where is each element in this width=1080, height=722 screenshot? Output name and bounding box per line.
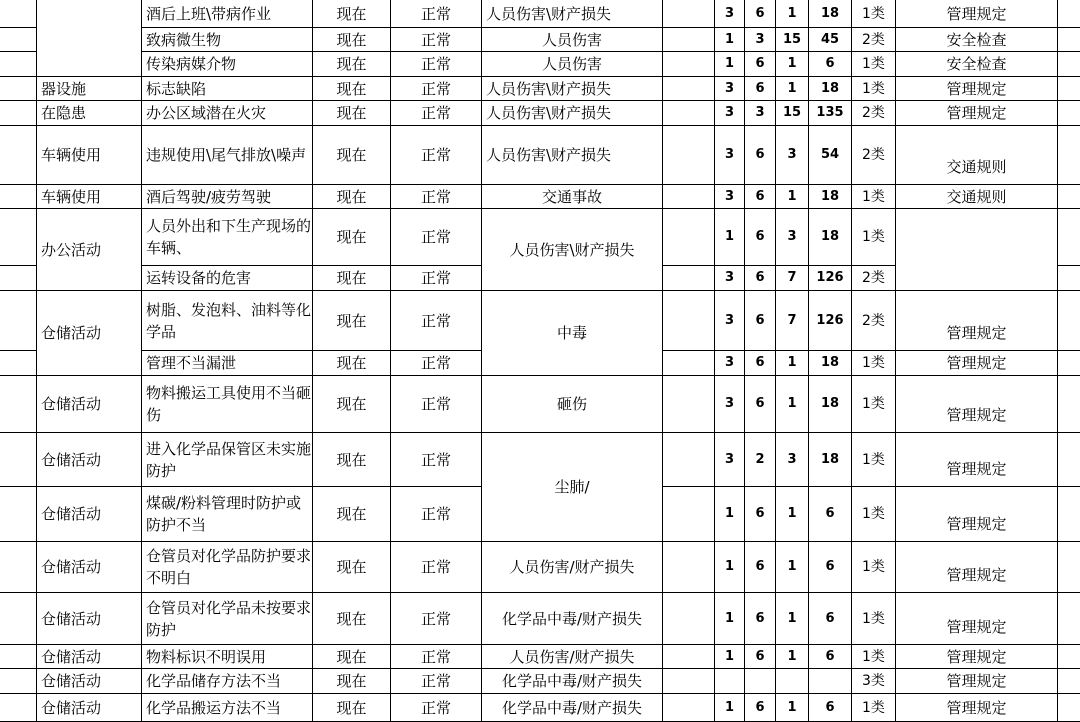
- risk-level-cell: 1类: [852, 593, 896, 645]
- hazard-item-cell: 致病微生物: [142, 28, 313, 52]
- consequence-cell: 人员伤害\财产损失: [482, 0, 663, 28]
- score-c-cell: 15: [776, 101, 809, 126]
- time-state-cell: 现在: [313, 669, 391, 694]
- category-cell: 仓储活动: [37, 645, 142, 669]
- spacer-cell: [663, 433, 715, 487]
- control-measure-cell: 管理规定: [896, 542, 1058, 593]
- score-l-cell: 1: [715, 694, 745, 722]
- risk-level-cell: 2类: [852, 101, 896, 126]
- score-l-cell: 3: [715, 291, 745, 351]
- condition-cell: 正常: [391, 185, 482, 209]
- consequence-cell: 人员伤害: [482, 52, 663, 77]
- control-measure-cell: 安全检查: [896, 28, 1058, 52]
- score-l-cell: 1: [715, 542, 745, 593]
- score-e-cell: 2: [745, 433, 776, 487]
- consequence-cell: 人员伤害/财产损失: [482, 542, 663, 593]
- hazard-item-cell: 管理不当漏泄: [142, 351, 313, 376]
- control-measure-cell: 管理规定: [896, 433, 1058, 487]
- consequence-cell: 交通事故: [482, 185, 663, 209]
- condition-cell: 正常: [391, 126, 482, 185]
- control-measure-cell: 管理规定: [896, 0, 1058, 28]
- score-c-cell: 3: [776, 433, 809, 487]
- control-measure-cell: 交通规则: [896, 126, 1058, 185]
- category-cell: 车辆使用: [37, 185, 142, 209]
- consequence-cell: 人员伤害\财产损失: [482, 101, 663, 126]
- score-c-cell: 1: [776, 185, 809, 209]
- score-d-cell: 18: [809, 351, 852, 376]
- score-l-cell: [715, 669, 745, 694]
- condition-cell: 正常: [391, 28, 482, 52]
- consequence-cell: 砸伤: [482, 376, 663, 433]
- control-measure-cell: 管理规定: [896, 694, 1058, 722]
- condition-cell: 正常: [391, 433, 482, 487]
- score-e-cell: 6: [745, 645, 776, 669]
- score-c-cell: 15: [776, 28, 809, 52]
- trailing-cell: [1058, 376, 1080, 433]
- risk-level-cell: 1类: [852, 694, 896, 722]
- score-c-cell: 1: [776, 645, 809, 669]
- row-margin-cell: [0, 376, 37, 433]
- spacer-cell: [663, 126, 715, 185]
- score-l-cell: 3: [715, 376, 745, 433]
- score-d-cell: 18: [809, 77, 852, 101]
- category-cell: 仓储活动: [37, 694, 142, 722]
- score-c-cell: 1: [776, 376, 809, 433]
- consequence-cell: 化学品中毒/财产损失: [482, 694, 663, 722]
- control-measure-cell: 管理规定: [896, 593, 1058, 645]
- risk-level-cell: 1类: [852, 376, 896, 433]
- trailing-cell: [1058, 185, 1080, 209]
- hazard-item-cell: 仓管员对化学品未按要求防护: [142, 593, 313, 645]
- score-d-cell: 18: [809, 0, 852, 28]
- control-measure-cell: 管理规定: [896, 291, 1058, 351]
- time-state-cell: 现在: [313, 77, 391, 101]
- score-e-cell: 6: [745, 77, 776, 101]
- trailing-cell: [1058, 593, 1080, 645]
- risk-level-cell: 3类: [852, 669, 896, 694]
- row-margin-cell: [0, 266, 37, 291]
- score-d-cell: 54: [809, 126, 852, 185]
- condition-cell: 正常: [391, 669, 482, 694]
- hazard-item-cell: 煤碳/粉料管理时防护或防护不当: [142, 487, 313, 542]
- time-state-cell: 现在: [313, 291, 391, 351]
- row-margin-cell: [0, 185, 37, 209]
- spacer-cell: [663, 291, 715, 351]
- row-margin-cell: [0, 209, 37, 266]
- score-e-cell: 6: [745, 0, 776, 28]
- row-margin-cell: [0, 126, 37, 185]
- row-margin-cell: [0, 694, 37, 722]
- spacer-cell: [663, 351, 715, 376]
- score-e-cell: 6: [745, 266, 776, 291]
- condition-cell: 正常: [391, 77, 482, 101]
- score-e-cell: 6: [745, 376, 776, 433]
- score-e-cell: 6: [745, 542, 776, 593]
- score-d-cell: 18: [809, 433, 852, 487]
- score-d-cell: 6: [809, 645, 852, 669]
- score-c-cell: 1: [776, 77, 809, 101]
- score-l-cell: 3: [715, 101, 745, 126]
- score-e-cell: 6: [745, 351, 776, 376]
- trailing-cell: [1058, 351, 1080, 376]
- category-cell: 仓储活动: [37, 487, 142, 542]
- risk-level-cell: 1类: [852, 351, 896, 376]
- control-measure-cell: 管理规定: [896, 376, 1058, 433]
- category-cell: 仓储活动: [37, 376, 142, 433]
- score-c-cell: 7: [776, 291, 809, 351]
- condition-cell: 正常: [391, 593, 482, 645]
- score-e-cell: 6: [745, 126, 776, 185]
- score-c-cell: 3: [776, 209, 809, 266]
- hazard-item-cell: 人员外出和下生产现场的车辆、: [142, 209, 313, 266]
- category-cell: 车辆使用: [37, 126, 142, 185]
- consequence-cell: 人员伤害/财产损失: [482, 645, 663, 669]
- score-d-cell: 6: [809, 487, 852, 542]
- score-l-cell: 3: [715, 433, 745, 487]
- score-d-cell: 18: [809, 376, 852, 433]
- score-c-cell: 3: [776, 126, 809, 185]
- score-c-cell: 1: [776, 0, 809, 28]
- score-d-cell: [809, 669, 852, 694]
- score-e-cell: 6: [745, 209, 776, 266]
- score-e-cell: 6: [745, 185, 776, 209]
- row-margin-cell: [0, 28, 37, 52]
- score-e-cell: 6: [745, 291, 776, 351]
- score-l-cell: 1: [715, 593, 745, 645]
- hazard-item-cell: 办公区域潜在火灾: [142, 101, 313, 126]
- risk-level-cell: 1类: [852, 542, 896, 593]
- spacer-cell: [663, 52, 715, 77]
- time-state-cell: 现在: [313, 126, 391, 185]
- score-l-cell: 3: [715, 0, 745, 28]
- spacer-cell: [663, 185, 715, 209]
- score-c-cell: 7: [776, 266, 809, 291]
- row-margin-cell: [0, 101, 37, 126]
- spacer-cell: [663, 645, 715, 669]
- condition-cell: 正常: [391, 101, 482, 126]
- consequence-cell: 化学品中毒/财产损失: [482, 669, 663, 694]
- row-margin-cell: [0, 77, 37, 101]
- row-margin-cell: [0, 0, 37, 28]
- score-e-cell: 6: [745, 52, 776, 77]
- consequence-cell: 人员伤害\财产损失: [482, 209, 663, 291]
- time-state-cell: 现在: [313, 376, 391, 433]
- score-l-cell: 1: [715, 209, 745, 266]
- category-cell: 仓储活动: [37, 542, 142, 593]
- risk-level-cell: 1类: [852, 487, 896, 542]
- score-c-cell: 1: [776, 542, 809, 593]
- score-e-cell: 6: [745, 694, 776, 722]
- category-cell: 在隐患: [37, 101, 142, 126]
- risk-level-cell: 1类: [852, 645, 896, 669]
- hazard-item-cell: 仓管员对化学品防护要求不明白: [142, 542, 313, 593]
- score-l-cell: 1: [715, 487, 745, 542]
- time-state-cell: 现在: [313, 0, 391, 28]
- risk-level-cell: 2类: [852, 28, 896, 52]
- risk-level-cell: 1类: [852, 52, 896, 77]
- row-margin-cell: [0, 542, 37, 593]
- hazard-item-cell: 酒后上班\带病作业: [142, 0, 313, 28]
- row-margin-cell: [0, 351, 37, 376]
- trailing-cell: [1058, 209, 1080, 266]
- spacer-cell: [663, 669, 715, 694]
- category-cell: 器设施: [37, 77, 142, 101]
- time-state-cell: 现在: [313, 28, 391, 52]
- category-cell: [37, 0, 142, 77]
- hazard-item-cell: 传染病媒介物: [142, 52, 313, 77]
- risk-level-cell: 2类: [852, 266, 896, 291]
- row-margin-cell: [0, 52, 37, 77]
- time-state-cell: 现在: [313, 593, 391, 645]
- control-measure-cell: 管理规定: [896, 645, 1058, 669]
- hazard-item-cell: 违规使用\尾气排放\噪声: [142, 126, 313, 185]
- time-state-cell: 现在: [313, 645, 391, 669]
- consequence-cell: 尘肺/: [482, 433, 663, 542]
- spacer-cell: [663, 487, 715, 542]
- control-measure-cell: 管理规定: [896, 101, 1058, 126]
- consequence-cell: 人员伤害: [482, 28, 663, 52]
- time-state-cell: 现在: [313, 52, 391, 77]
- score-l-cell: 3: [715, 351, 745, 376]
- spacer-cell: [663, 209, 715, 266]
- consequence-cell: 中毒: [482, 291, 663, 376]
- risk-level-cell: 2类: [852, 126, 896, 185]
- hazard-item-cell: 酒后驾驶/疲劳驾驶: [142, 185, 313, 209]
- category-cell: 办公活动: [37, 209, 142, 291]
- spacer-cell: [663, 77, 715, 101]
- spacer-cell: [663, 101, 715, 126]
- trailing-cell: [1058, 52, 1080, 77]
- row-margin-cell: [0, 433, 37, 487]
- risk-level-cell: 1类: [852, 433, 896, 487]
- time-state-cell: 现在: [313, 694, 391, 722]
- control-measure-cell: 管理规定: [896, 351, 1058, 376]
- score-d-cell: 135: [809, 101, 852, 126]
- hazard-item-cell: 标志缺陷: [142, 77, 313, 101]
- condition-cell: 正常: [391, 209, 482, 266]
- score-l-cell: 3: [715, 126, 745, 185]
- control-measure-cell: 安全检查: [896, 52, 1058, 77]
- consequence-cell: 人员伤害\财产损失: [482, 126, 663, 185]
- score-d-cell: 126: [809, 266, 852, 291]
- score-d-cell: 18: [809, 209, 852, 266]
- condition-cell: 正常: [391, 52, 482, 77]
- trailing-cell: [1058, 694, 1080, 722]
- trailing-cell: [1058, 645, 1080, 669]
- spacer-cell: [663, 266, 715, 291]
- score-l-cell: 1: [715, 645, 745, 669]
- control-measure-cell: 交通规则: [896, 185, 1058, 209]
- risk-level-cell: 1类: [852, 209, 896, 266]
- score-d-cell: 6: [809, 694, 852, 722]
- row-margin-cell: [0, 291, 37, 351]
- condition-cell: 正常: [391, 351, 482, 376]
- condition-cell: 正常: [391, 542, 482, 593]
- spacer-cell: [663, 694, 715, 722]
- hazard-item-cell: 化学品储存方法不当: [142, 669, 313, 694]
- trailing-cell: [1058, 487, 1080, 542]
- hazard-item-cell: 树脂、发泡料、油料等化学品: [142, 291, 313, 351]
- spacer-cell: [663, 0, 715, 28]
- trailing-cell: [1058, 28, 1080, 52]
- category-cell: 仓储活动: [37, 291, 142, 376]
- time-state-cell: 现在: [313, 185, 391, 209]
- trailing-cell: [1058, 77, 1080, 101]
- condition-cell: 正常: [391, 694, 482, 722]
- score-d-cell: 6: [809, 593, 852, 645]
- trailing-cell: [1058, 433, 1080, 487]
- score-e-cell: 6: [745, 487, 776, 542]
- row-margin-cell: [0, 593, 37, 645]
- spacer-cell: [663, 376, 715, 433]
- score-l-cell: 3: [715, 266, 745, 291]
- time-state-cell: 现在: [313, 351, 391, 376]
- time-state-cell: 现在: [313, 266, 391, 291]
- score-d-cell: 126: [809, 291, 852, 351]
- spacer-cell: [663, 28, 715, 52]
- trailing-cell: [1058, 542, 1080, 593]
- score-e-cell: 3: [745, 28, 776, 52]
- hazard-item-cell: 物料标识不明误用: [142, 645, 313, 669]
- time-state-cell: 现在: [313, 101, 391, 126]
- score-l-cell: 3: [715, 77, 745, 101]
- spacer-cell: [663, 593, 715, 645]
- trailing-cell: [1058, 126, 1080, 185]
- row-margin-cell: [0, 669, 37, 694]
- condition-cell: 正常: [391, 376, 482, 433]
- trailing-cell: [1058, 0, 1080, 28]
- control-measure-cell: [896, 209, 1058, 291]
- category-cell: 仓储活动: [37, 593, 142, 645]
- score-c-cell: 1: [776, 593, 809, 645]
- row-margin-cell: [0, 487, 37, 542]
- trailing-cell: [1058, 669, 1080, 694]
- control-measure-cell: 管理规定: [896, 487, 1058, 542]
- category-cell: 仓储活动: [37, 433, 142, 487]
- consequence-cell: 化学品中毒/财产损失: [482, 593, 663, 645]
- row-margin-cell: [0, 645, 37, 669]
- risk-level-cell: 1类: [852, 0, 896, 28]
- score-c-cell: 1: [776, 52, 809, 77]
- score-c-cell: [776, 669, 809, 694]
- trailing-cell: [1058, 266, 1080, 291]
- condition-cell: 正常: [391, 291, 482, 351]
- hazard-item-cell: 化学品搬运方法不当: [142, 694, 313, 722]
- risk-level-cell: 1类: [852, 185, 896, 209]
- score-e-cell: [745, 669, 776, 694]
- score-d-cell: 18: [809, 185, 852, 209]
- score-e-cell: 3: [745, 101, 776, 126]
- control-measure-cell: 管理规定: [896, 669, 1058, 694]
- trailing-cell: [1058, 101, 1080, 126]
- control-measure-cell: 管理规定: [896, 77, 1058, 101]
- hazard-item-cell: 物料搬运工具使用不当砸伤: [142, 376, 313, 433]
- score-l-cell: 3: [715, 185, 745, 209]
- time-state-cell: 现在: [313, 433, 391, 487]
- score-c-cell: 1: [776, 487, 809, 542]
- score-c-cell: 1: [776, 351, 809, 376]
- trailing-cell: [1058, 291, 1080, 351]
- condition-cell: 正常: [391, 266, 482, 291]
- score-e-cell: 6: [745, 593, 776, 645]
- time-state-cell: 现在: [313, 542, 391, 593]
- consequence-cell: 人员伤害\财产损失: [482, 77, 663, 101]
- risk-level-cell: 2类: [852, 291, 896, 351]
- risk-level-cell: 1类: [852, 77, 896, 101]
- spacer-cell: [663, 542, 715, 593]
- hazard-item-cell: 运转设备的危害: [142, 266, 313, 291]
- category-cell: 仓储活动: [37, 669, 142, 694]
- time-state-cell: 现在: [313, 487, 391, 542]
- condition-cell: 正常: [391, 0, 482, 28]
- hazard-item-cell: 进入化学品保管区未实施防护: [142, 433, 313, 487]
- time-state-cell: 现在: [313, 209, 391, 266]
- condition-cell: 正常: [391, 645, 482, 669]
- score-l-cell: 1: [715, 28, 745, 52]
- score-l-cell: 1: [715, 52, 745, 77]
- score-d-cell: 45: [809, 28, 852, 52]
- condition-cell: 正常: [391, 487, 482, 542]
- score-d-cell: 6: [809, 542, 852, 593]
- score-c-cell: 1: [776, 694, 809, 722]
- score-d-cell: 6: [809, 52, 852, 77]
